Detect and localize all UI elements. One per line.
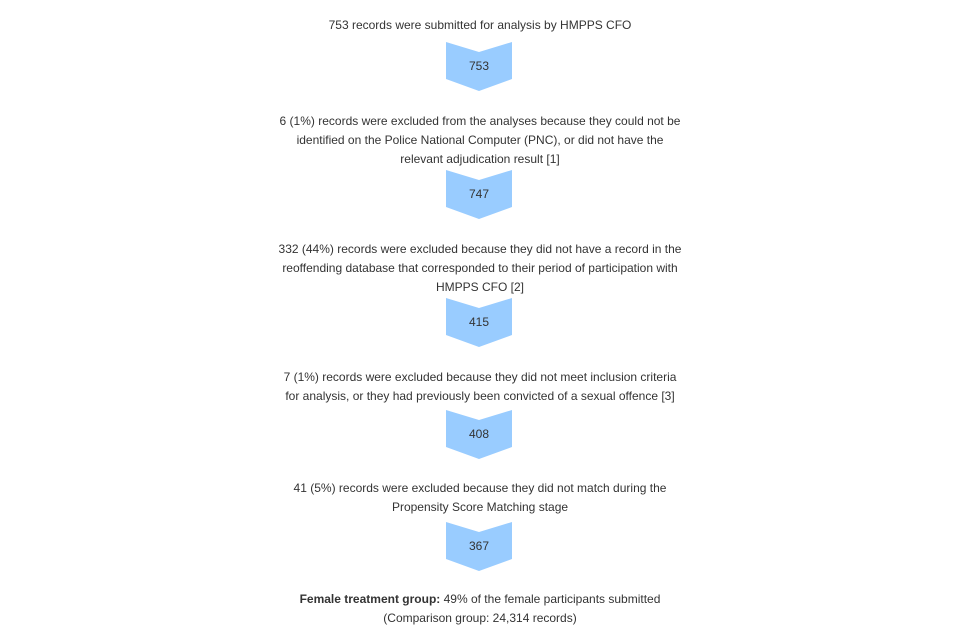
step-4-text: 7 (1%) records were excluded because they did not meet inclusion criteria for analysis, or they had previously been convicted of a sexual offence [3]	[283, 370, 677, 403]
step-4-count: 408	[468, 427, 490, 441]
step-1-text: 753 records were submitted for analysis by HMPPS CFO	[328, 18, 632, 32]
step-2-chevron	[446, 170, 512, 219]
final-summary-line	[250, 590, 710, 609]
final-outcome	[250, 590, 710, 628]
step-2-text: 6 (1%) records were excluded from the analyses because they could not be identified on the Police National Computer (PNC), or did not have the relevant adjudication result [1]	[279, 114, 681, 166]
final-label: Female treatment group:	[299, 592, 441, 606]
step-3-text: 332 (44%) records were excluded because they did not have a record in the reoffending database that corresponded to their period of participation with HMPPS CFO [2]	[278, 242, 682, 294]
step-1-chevron	[446, 42, 512, 91]
step-3-chevron	[446, 298, 512, 347]
step-1-count: 753	[468, 59, 490, 73]
step-3-count: 415	[468, 315, 490, 329]
final-summary-text: 49% of the female participants submitted	[440, 592, 661, 606]
step-5-chevron	[446, 522, 512, 571]
step-5-count: 367	[468, 539, 490, 553]
step-2-count: 747	[468, 187, 490, 201]
step-4-chevron	[446, 410, 512, 459]
comparison-group-text: (Comparison group: 24,314 records)	[383, 611, 577, 625]
step-5-text: 41 (5%) records were excluded because they did not match during the Propensity Score Matching stage	[293, 481, 667, 514]
